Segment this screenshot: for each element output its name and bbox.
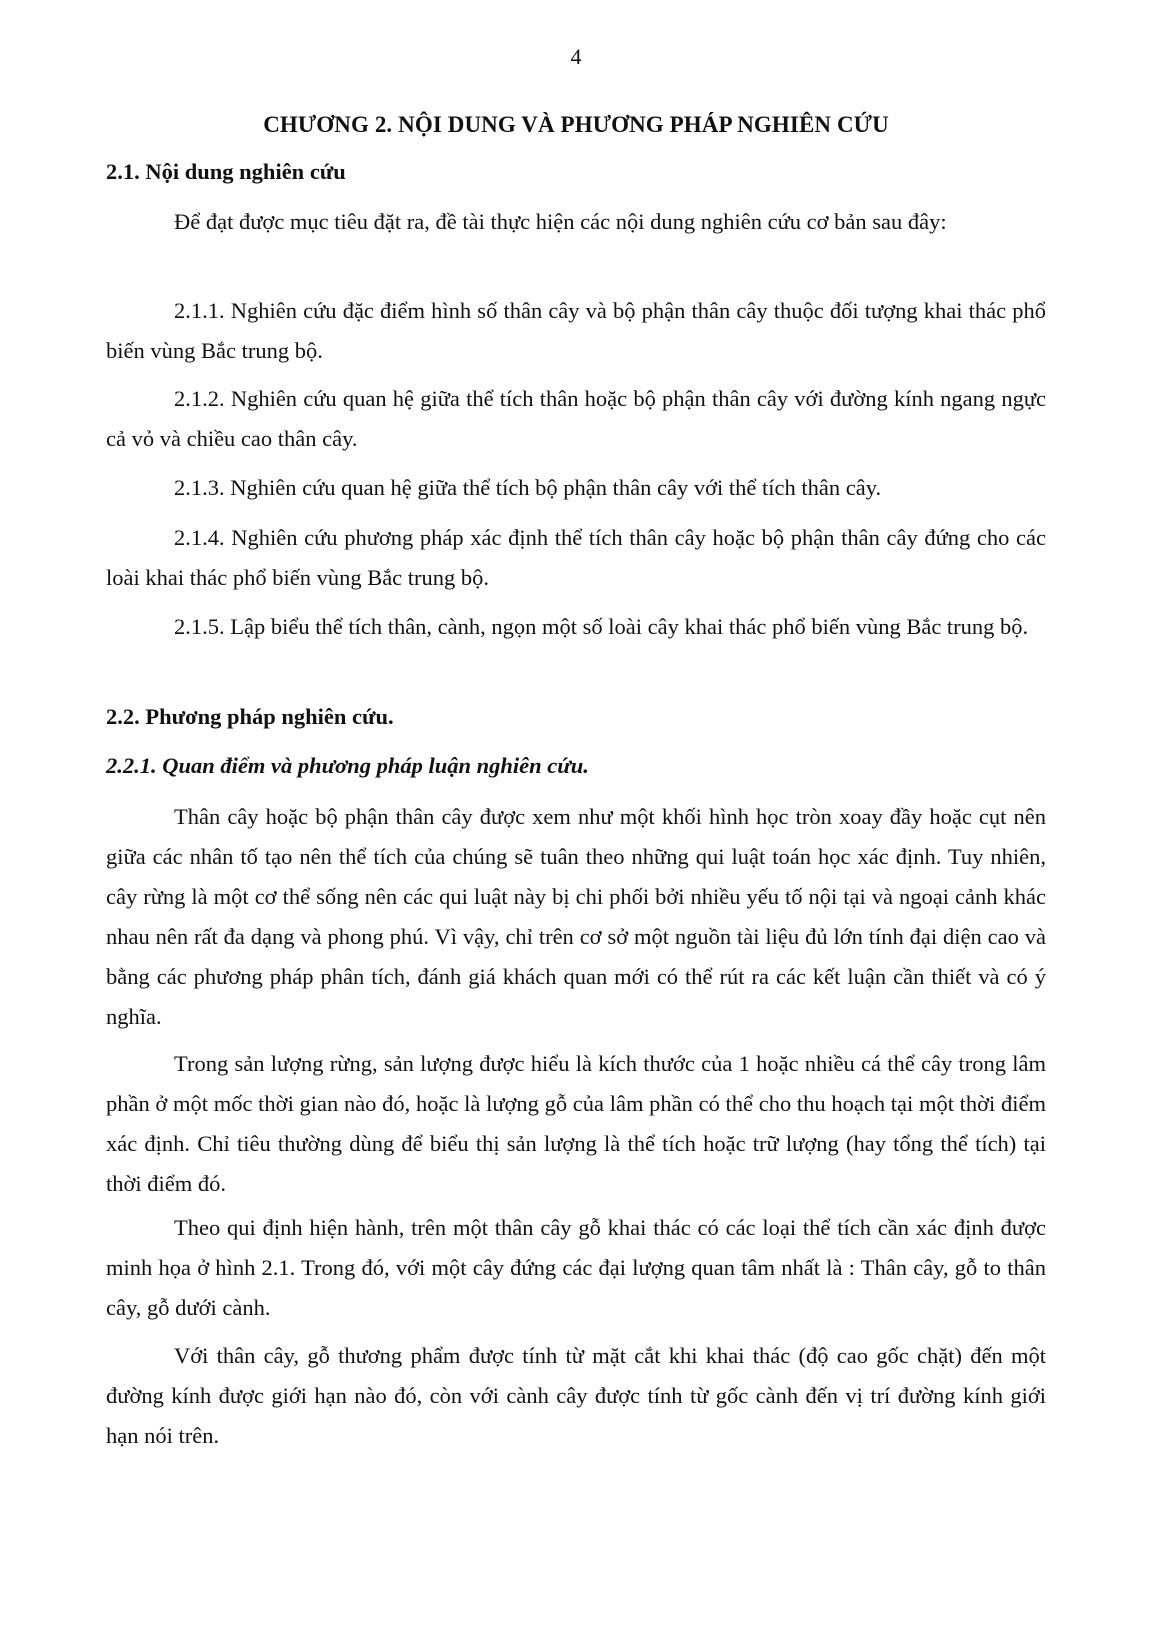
section-heading-2-2: 2.2. Phương pháp nghiên cứu.	[106, 704, 394, 729]
body-paragraph: Trong sản lượng rừng, sản lượng được hiểu là kích thước của 1 hoặc nhiều cá thể cây trong lâm phần ở một mốc thời gian nào đó, hoặc là lượng gỗ của lâm phần có thể cho thu hoạch tại một thời điểm xác định. Chỉ tiêu thường dùng để biểu thị sản lượng là thể tích hoặc trữ lượng (hay tổng thể tích) tại thời điểm đó.	[106, 1051, 1046, 1196]
body-paragraph: Thân cây hoặc bộ phận thân cây được xem như một khối hình học tròn xoay đầy hoặc cụt nên giữa các nhân tố tạo nên thể tích của chúng sẽ tuân theo những qui luật toán học xác định. Tuy nhiên, cây rừng là một cơ thể sống nên các qui luật này bị chi phối bởi nhiều yếu tố nội tại và ngoại cảnh khác nhau nên rất đa dạng và phong phú. Vì vậy, chỉ trên cơ sở một nguồn tài liệu đủ lớn tính đại diện cao và bằng các phương pháp phân tích, đánh giá khách quan mới có thể rút ra các kết luận cần thiết và có ý nghĩa.	[106, 804, 1046, 1029]
document-page	[106, 0, 1046, 1637]
body-paragraph: Theo qui định hiện hành, trên một thân cây gỗ khai thác có các loại thể tích cần xác định được minh họa ở hình 2.1. Trong đó, với một cây đứng các đại lượng quan tâm nhất là : Thân cây, gỗ to thân cây, gỗ dưới cành.	[106, 1215, 1046, 1320]
body-paragraph: Với thân cây, gỗ thương phẩm được tính từ mặt cắt khi khai thác (độ cao gốc chặt) đến một đường kính được giới hạn nào đó, còn với cành cây được tính từ gốc cành đến vị trí đường kính giới hạn nói trên.	[106, 1343, 1046, 1448]
section-intro-paragraph: Để đạt được mục tiêu đặt ra, đề tài thực hiện các nội dung nghiên cứu cơ bản sau đây:	[174, 209, 947, 234]
content-item-2-1-2: 2.1.2. Nghiên cứu quan hệ giữa thể tích thân hoặc bộ phận thân cây với đường kính ngang ngực cả vỏ và chiều cao thân cây.	[106, 386, 1046, 451]
content-item-2-1-4: 2.1.4. Nghiên cứu phương pháp xác định thể tích thân cây hoặc bộ phận thân cây đứng cho các loài khai thác phổ biến vùng Bắc trung bộ.	[106, 525, 1046, 590]
chapter-title: CHƯƠNG 2. NỘI DUNG VÀ PHƯƠNG PHÁP NGHIÊN CỨU	[263, 112, 889, 137]
section-heading-2-1: 2.1. Nội dung nghiên cứu	[106, 159, 346, 184]
subsection-heading-2-2-1: 2.2.1. Quan điểm và phương pháp luận nghiên cứu.	[106, 753, 589, 778]
content-item-2-1-1: 2.1.1. Nghiên cứu đặc điểm hình số thân cây và bộ phận thân cây thuộc đối tượng khai thác phổ biến vùng Bắc trung bộ.	[106, 298, 1046, 363]
page-number: 4	[570, 44, 582, 69]
content-item-2-1-3: 2.1.3. Nghiên cứu quan hệ giữa thể tích bộ phận thân cây với thể tích thân cây.	[174, 475, 882, 500]
content-item-2-1-5: 2.1.5. Lập biểu thể tích thân, cành, ngọn một số loài cây khai thác phổ biến vùng Bắc trung bộ.	[174, 614, 1029, 639]
